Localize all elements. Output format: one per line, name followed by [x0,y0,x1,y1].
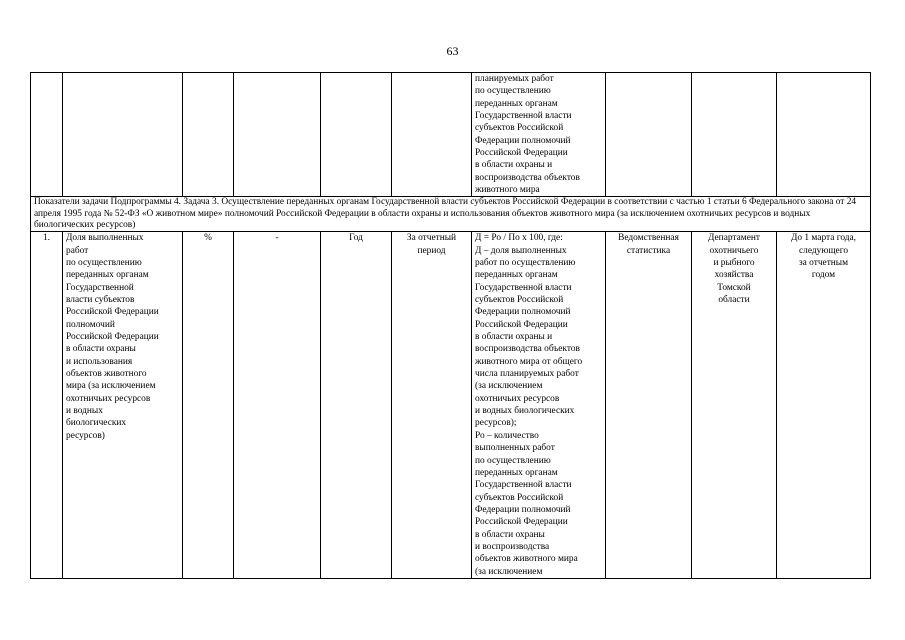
indicator-name: Доля выполненных работ по осуществлению переданных органам Государственной власти субъектов Российской Федерации полномочий Российской Федерации в области охраны и использования объектов животного мира (за исключением охотничьих ресурсов и водных биологических ресурсов) [63,232,183,579]
section-caption: Показатели задачи Подпрограммы 4. Задача 3. Осуществление переданных органам Государственной власти субъектов Российской Федерации в соответствии с частью 1 статьи 6 Федерального закона от 24 апреля 1995 года № 52-ФЗ «О животном мире» полномочий Российской Федерации в области охраны и использования объектов животного мира (за исключением охотничьих ресурсов и водных биологических ресурсов) [31,197,871,232]
cell-empty [234,73,321,197]
method-cell-continued: планируемых работ по осуществлению переданных органам Государственной власти субъектов Российской Федерации полномочий Российской Федерации в области охраны и воспроизводства объектов животного мира [472,73,606,197]
indicator-periodicity: Год [321,232,392,579]
continuation-row [31,73,871,197]
cell-empty [31,73,63,197]
indicator-time-characteristic: За отчетный период [392,232,472,579]
indicator-number: 1. [31,232,63,579]
indicator-method: Д = Ро / По x 100, где: Д – доля выполненных работ по осуществлению переданных органам Государственной власти субъектов Российской Федерации полномочий Российской Федерации в области охраны и воспроизводства объектов животного мира от общего числа планируемых работ (за исключением охотничьих ресурсов и водных биологических ресурсов); Ро – количество выполненных работ по осуществлению переданных органам Государственной власти субъектов Российской Федерации полномочий Российской Федерации в области охраны и воспроизводства объектов животного мира (за исключением [472,232,606,579]
indicator-responsible: Департамент охотничьего и рыбного хозяйства Томской области [692,232,777,579]
indicator-collection-method: Ведомственная статистика [606,232,692,579]
indicators-table [30,72,871,579]
cell-empty [692,73,777,197]
indicator-unit: % [183,232,234,579]
cell-empty [63,73,183,197]
cell-empty [392,73,472,197]
section-caption-row [31,197,871,232]
cell-empty [183,73,234,197]
indicator-row [31,232,871,579]
cell-empty [321,73,392,197]
indicator-deadline: До 1 марта года, следующего за отчетным годом [777,232,871,579]
indicator-type: - [234,232,321,579]
cell-empty [606,73,692,197]
page-number: 63 [446,44,459,58]
cell-empty [777,73,871,197]
